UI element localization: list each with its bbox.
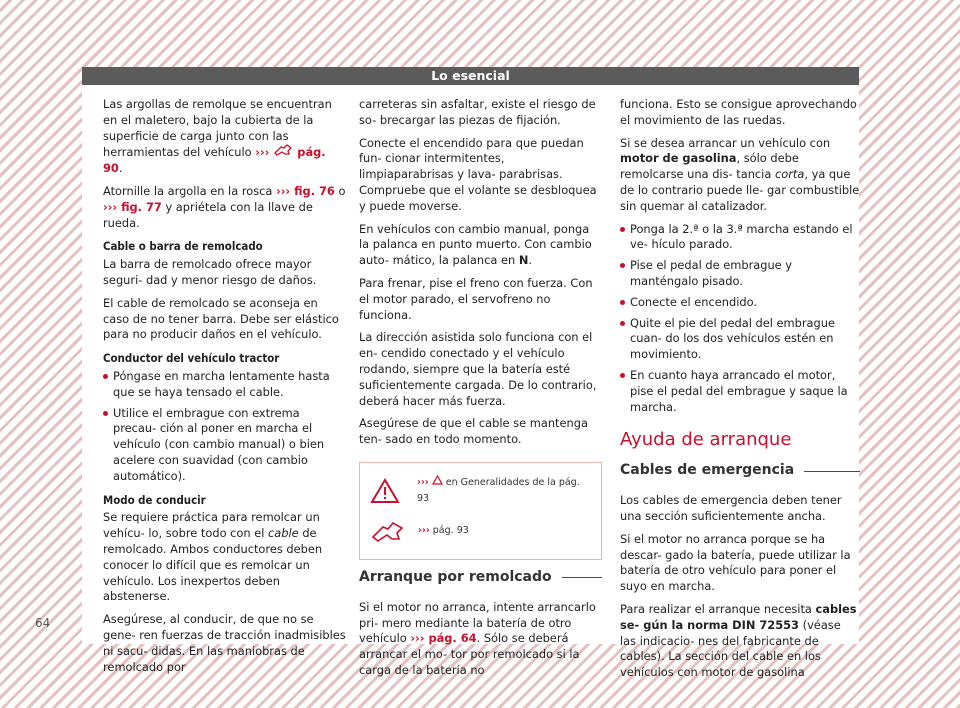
page-64-link[interactable]: ››› pág. 64 (410, 631, 477, 646)
warning-ref-row[interactable]: ››› en Generalidades de la pág. 93 (370, 471, 591, 511)
paragraph: Las argollas de remolque se encuentran en el maletero, bajo la cubierta de la superficie de carga junto con las herramientas del vehículo ››› pág. 90. (103, 97, 332, 176)
paragraph: Para frenar, pise el freno con fuerza. Con el motor parado, el servofreno no funciona. (359, 275, 593, 322)
paragraph: Se requiere práctica para remolcar un vehícu- lo, sobre todo con el cable de remolcado. Ambos conductores deben conocer lo difícil que es remolcar un vehículo. Los inexpertos deben abstenerse. (103, 510, 323, 604)
paragraph: Si se desea arrancar un vehículo con motor de gasolina, sólo debe remolcarse una dis- tancia corta, ya que de lo contrario puede lle- gar combustible sin quemar al catalizador. (620, 135, 860, 213)
section-title: Ayuda de arranque (620, 429, 792, 451)
column-3 (620, 97, 860, 688)
bullet-item: Ponga la 2.ª o la 3.ª marcha estando el ve- hículo parado. (620, 222, 860, 254)
fig-77-link[interactable]: ››› fig. 77 (103, 199, 162, 214)
column-1 (103, 97, 346, 682)
paragraph: El cable de remolcado se aconseja en caso de no tener barra. Debe ser elástico para no producir daños en el vehículo. (103, 295, 339, 342)
bullet-item: En cuanto haya arrancado el motor, pise el pedal del embrague y saque la marcha. (620, 368, 860, 415)
paragraph: carreteras sin asfaltar, existe el riesgo de so- brecargar las piezas de fijación. (359, 97, 596, 127)
subheading-cable: Cable o barra de remolcado (103, 239, 263, 254)
paragraph: Atornille la argolla en la rosca ››› fig. 76 o ››› fig. 77 y apriétela con la llave de rueda. (103, 183, 346, 230)
paragraph: La barra de remolcado ofrece mayor seguri- dad y menor riesgo de daños. (103, 257, 317, 287)
paragraph: Si el motor no arranca porque se ha descar- gado la batería, puede utilizar la batería de otro vehículo para poner el suyo en marcha. (620, 531, 851, 594)
small-warning-icon (432, 477, 443, 488)
text: Las argollas de remolque se encuentran en el maletero, bajo la cubierta de la superficie de carga junto con las herramientas del vehículo (103, 97, 332, 160)
paragraph: funciona. Esto se consigue aprovechando el movimiento de las ruedas. (620, 97, 857, 127)
fig-76-link[interactable]: ››› fig. 76 (276, 183, 335, 198)
bullet-item: Pise el pedal de embrague y manténgalo pisado. (620, 258, 860, 290)
paragraph: Si el motor no arranca, intente arrancarlo pri- mero mediante la batería de otro vehículo ››› pág. 64. Sólo se deberá arrancar el mo- tor por remolcado si la carga de la batería no (359, 599, 596, 677)
bullet-item: Utilice el embrague con extrema precau- ción al poner en marcha el vehículo (con cambio manual) o bien acelere con suavidad (con cambio automático). (103, 406, 346, 485)
page-number: 64 (35, 616, 51, 630)
tool-icon (370, 520, 418, 542)
paragraph: En vehículos con cambio manual, ponga la palanca en punto muerto. Con cambio auto- mático, la palanca en N. (359, 221, 592, 268)
paragraph: Los cables de emergencia deben tener una sección suficientemente ancha. (620, 493, 842, 523)
paragraph: Asegúrese, al conducir, de que no se gene- ren fuerzas de tracción inadmisibles ni sacu- didas. En las maniobras de remolcado por (103, 612, 346, 674)
warning-icon (370, 478, 417, 504)
paragraph: Para realizar el arranque necesita cables se- gún la norma DIN 72553 (véase las indicacio- nes del fabricante de cables). La sección del cable en los vehículos con motor de gasolina (620, 601, 857, 680)
bullet-item: Quite el pie del pedal del embrague cuan- do los dos vehículos estén en movimiento. (620, 316, 860, 363)
subheading-tractor: Conductor del vehículo tractor (103, 351, 280, 366)
subheading-modo: Modo de conducir (103, 492, 206, 507)
paragraph: Conecte el encendido para que puedan fun- cionar intermitentes, limpiaparabrisas y lava- parabrisas. Compruebe que el volante se desbloquea y puede moverse. (359, 135, 597, 213)
subsection-title: Cables de emergencia (620, 463, 860, 479)
section-header: Lo esencial (82, 67, 859, 85)
column-2 (359, 97, 602, 686)
cross-ref-link[interactable]: ››› pág. 90 (103, 145, 326, 176)
tool-ref-row[interactable]: ››› pág. 93 (370, 511, 591, 551)
bullet-item: Conecte el encendido. (620, 295, 860, 311)
paragraph: Asegúrese de que el cable se mantenga ten- sado en todo momento. (359, 416, 588, 447)
bullet-item: Póngase en marcha lentamente hasta que se haya tensado el cable. (103, 369, 346, 401)
tool-icon (273, 145, 293, 159)
paragraph: La dirección asistida solo funciona con el en- cendido conectado y el vehículo rodando, siempre que la batería esté suficientemente cargada. De lo contrario, deberá hacer más fuerza. (359, 330, 597, 408)
page-content (82, 67, 860, 680)
reference-box (359, 462, 602, 560)
subheading-arranque: Arranque por remolcado (359, 570, 602, 586)
